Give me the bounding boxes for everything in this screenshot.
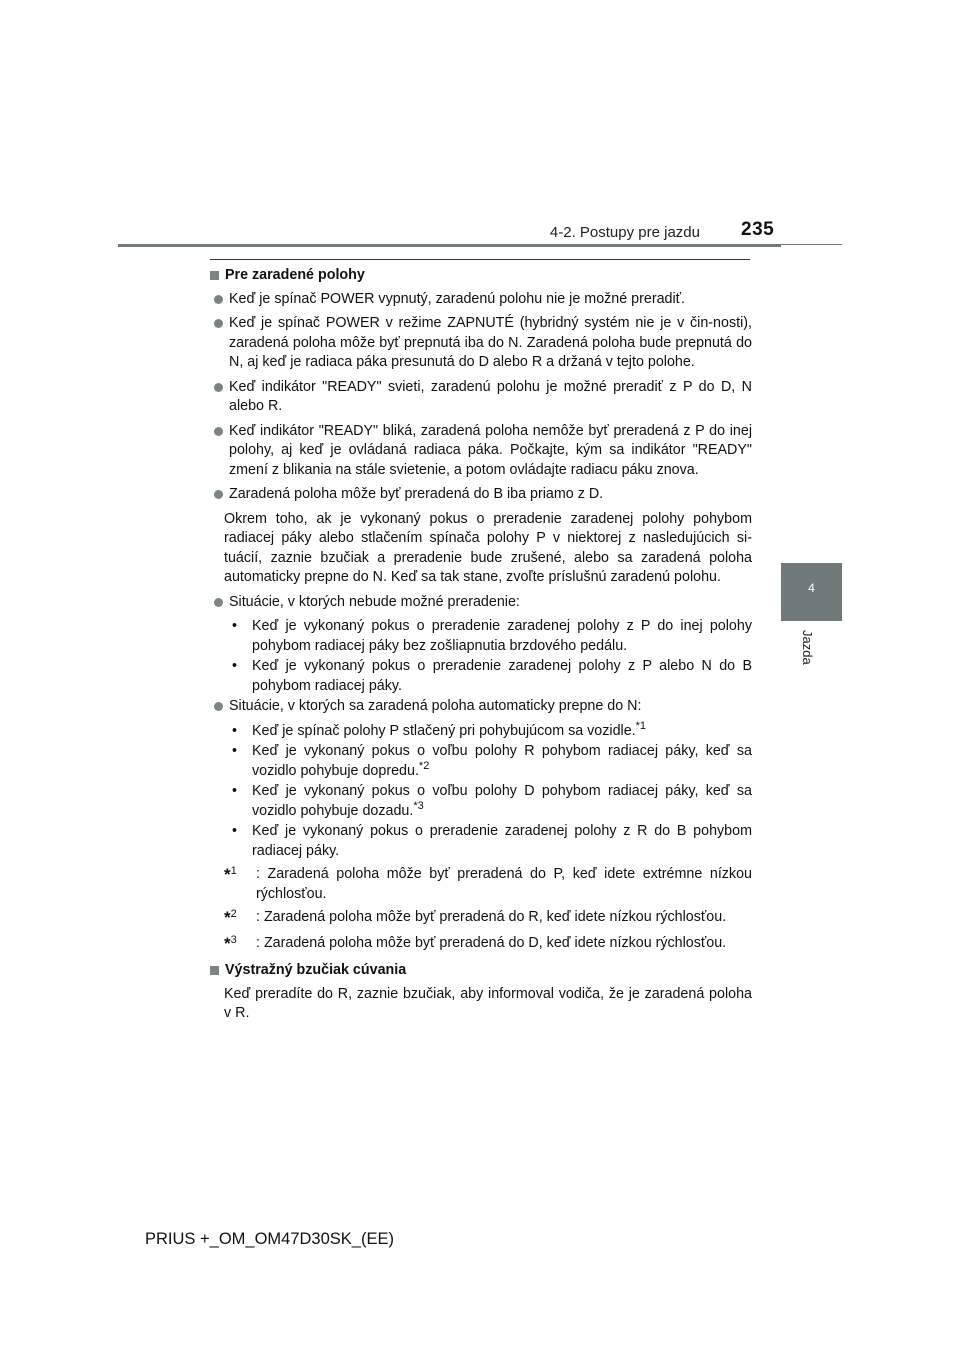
chapter-tab <box>781 563 842 621</box>
list-item: Keď je spínač POWER vypnutý, zaradenú polohu nie je možné preradiť. <box>210 290 752 310</box>
footnote-ref: *3 <box>413 799 424 812</box>
paragraph: Keď preradíte do R, zaznie bzučiak, aby informoval vodiča, že je zaradená poloha v R. <box>224 985 752 1021</box>
round-bullet-icon <box>214 295 223 304</box>
footnote: *$^2$ : Zaradená poloha môže byť preradená do R, keď idete nízkou rýchlosťou. <box>224 908 727 927</box>
footnote-ref: *2 <box>418 759 430 772</box>
footnote: *$^3$ : Zaradená poloha môže byť preradená do D, keď idete nízkou rýchlosťou. <box>224 933 727 953</box>
round-bullet-icon <box>214 702 223 711</box>
sub-list-item: • Keď je vykonaný pokus o preradenie zaradenej polohy z R do B pohybom radiacej páky. <box>232 823 752 859</box>
section-heading <box>210 266 752 286</box>
chapter-number: 4 <box>808 581 815 595</box>
section-heading-text: Výstražný bzučiak cúvania <box>225 962 407 978</box>
round-bullet-icon <box>214 319 223 328</box>
list-item: Situácie, v ktorých nebude možné preradenie: <box>210 593 752 613</box>
footnote-ref: *1 <box>635 719 647 732</box>
round-bullet-icon <box>214 427 223 436</box>
round-bullet-icon <box>214 490 223 499</box>
round-bullet-icon <box>214 383 223 392</box>
list-item: Keď indikátor "READY" bliká, zaradená poloha nemôže byť preradená z P do inej polohy, aj keď je ovládaná radiaca páka. Počkajte, kým sa indikátor "READY" zmení z blikania na stále svietenie, a potom ovládajte radiacu páku znova. <box>210 422 752 481</box>
square-bullet-icon <box>210 271 219 280</box>
list-item: Keď indikátor "READY" svieti, zaradenú polohu je možné preradiť z P do D, N alebo R. <box>210 378 752 417</box>
sub-list-item: • Keď je vykonaný pokus o voľbu polohy D pohybom radiacej páky, keď sa vozidlo pohybuje dozadu.$^{*3}$ <box>232 783 752 819</box>
section-heading-text: Pre zaradené polohy <box>225 267 365 283</box>
sub-list-item: • Keď je vykonaný pokus o preradenie zaradenej polohy z P do inej polohy pohybom radiacej páky bez zošliapnutia brzdového pedálu. <box>232 618 752 654</box>
content-rule <box>210 259 750 260</box>
footer-doc-id: PRIUS +_OM_OM47D30SK_(EE) <box>145 1230 394 1248</box>
section-heading <box>210 961 752 981</box>
page-number: 235 <box>741 219 775 240</box>
sub-list-item: • Keď je vykonaný pokus o voľbu polohy R pohybom radiacej páky, keď sa vozidlo pohybuje dopredu.$^{*2}$ <box>232 743 752 779</box>
list-item: Keď je spínač POWER v režime ZAPNUTÉ (hybridný systém nie je v čin-nosti), zaradená poloha môže byť prepnutá iba do N. Zaradená poloha bude prepnutá do N, aj keď je radiaca páka presunutá do D alebo R a držaná v tejto polohe. <box>210 314 752 373</box>
square-bullet-icon <box>210 966 219 975</box>
sub-list-item: • Keď je spínač polohy P stlačený pri pohybujúcom sa vozidle.$^{*1}$ <box>232 719 647 739</box>
paragraph: Okrem toho, ak je vykonaný pokus o preradenie zaradenej polohy pohybom radiacej páky alebo stlačením spínača polohy P v niektorej z nasledujúcich si-tuácií, zaznie bzučiak a preradenie bude zrušené, alebo sa zaradená poloha automaticky prepne do N. Keď sa tak stane, zvoľte príslušnú zaradenú polohu. <box>224 510 752 585</box>
sub-list-item: • Keď je vykonaný pokus o preradenie zaradenej polohy z P alebo N do B pohybom radiacej páky. <box>232 658 752 694</box>
header-section-title: 4-2. Postupy pre jazdu <box>549 224 700 241</box>
header-rule <box>118 244 842 247</box>
chapter-label: Jazda <box>800 630 815 665</box>
main-content <box>210 266 752 1029</box>
list-item: Zaradená poloha môže byť preradená do B iba priamo z D. <box>210 485 752 505</box>
list-item: Situácie, v ktorých sa zaradená poloha automaticky prepne do N: <box>210 697 752 717</box>
side-bar <box>781 245 842 563</box>
round-bullet-icon <box>214 598 223 607</box>
footnote: *$^1$ : Zaradená poloha môže byť preradená do P, keď idete extrémne nízkou rýchlosťou. <box>224 865 752 902</box>
